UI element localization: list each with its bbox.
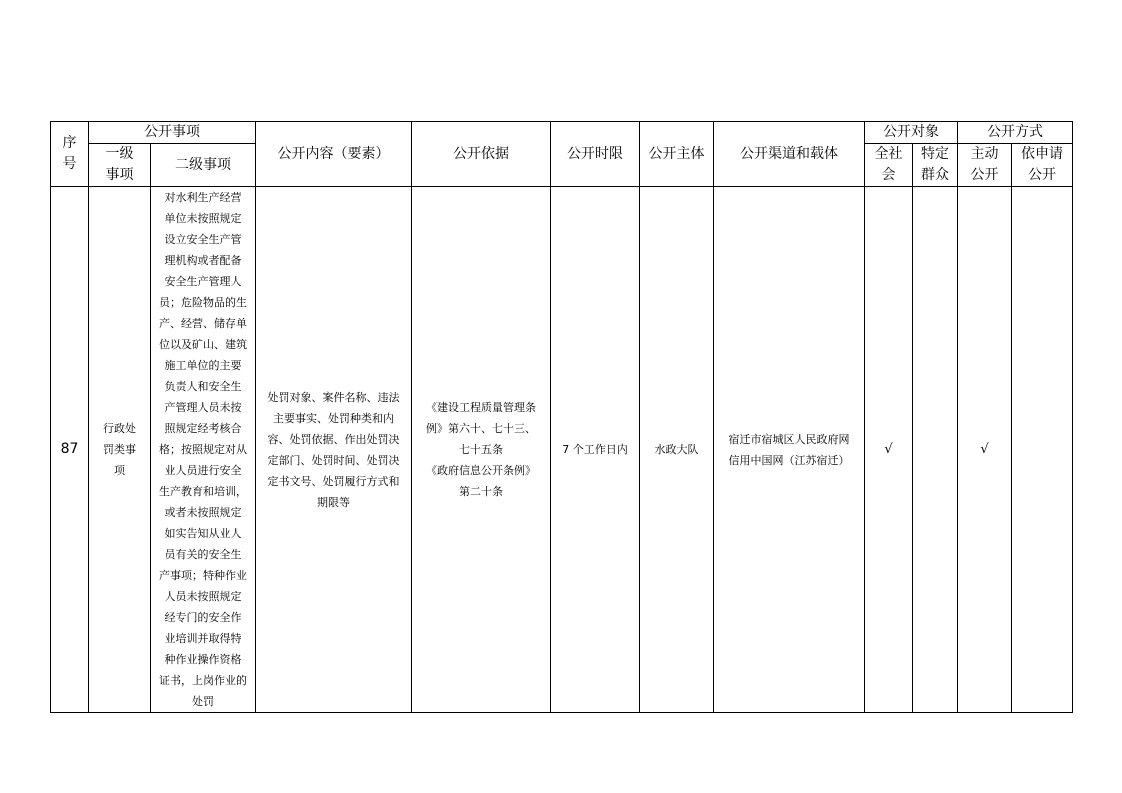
header-content: 公开内容（要素） xyxy=(256,122,412,187)
header-target-all xyxy=(865,144,913,187)
header-level2: 二级事项 xyxy=(151,144,256,187)
row-target-specific xyxy=(913,187,958,713)
header-target-specific-text: 特定 群众 xyxy=(921,146,949,183)
row-method-request xyxy=(1012,187,1073,713)
header-seq-text: 序 号 xyxy=(62,135,77,172)
header-target-all-text: 全社 会 xyxy=(874,146,903,183)
header-target: 公开对象 xyxy=(865,122,958,144)
row-basis-text: 《建设工程质量管理条 例》第六十、七十三、 七十五条 《政府信息公开条例》 第二十条 xyxy=(426,401,536,498)
header-target-specific xyxy=(913,144,958,187)
header-method: 公开方式 xyxy=(958,122,1073,144)
row-basis xyxy=(412,187,551,713)
header-basis: 公开依据 xyxy=(412,122,551,187)
header-method-request xyxy=(1012,144,1073,187)
disclosure-table xyxy=(50,121,1073,713)
header-level1-text: 一级 事项 xyxy=(105,146,134,183)
row-seq: 87 xyxy=(51,187,89,713)
row-subject: 水政大队 xyxy=(640,187,714,713)
header-method-request-text: 依申请 公开 xyxy=(1021,146,1063,183)
row-time-limit: 7 个工作日内 xyxy=(551,187,640,713)
row-level1 xyxy=(89,187,151,713)
header-level1 xyxy=(89,144,151,187)
row-level1-text: 行政处 罚类事 项 xyxy=(103,422,136,477)
header-channel: 公开渠道和载体 xyxy=(714,122,865,187)
header-time-limit: 公开时限 xyxy=(551,122,640,187)
row-method-active: √ xyxy=(958,187,1012,713)
header-method-active-text: 主动 公开 xyxy=(970,146,999,183)
row-level2-text: 对水利生产经营 单位未按照规定 设立安全生产管 理机构或者配备 安全生产管理人 员；危险物品的生 产、经营、储存单 位以及矿山、建筑 施工单位的主要 负责人和安全生 产管理人员未按 照规定经考核合 格；按照规定对从 业人员进行安全 生产教育和培训， 或者未按照规定 如实告知从业人 员有关的安全生 产事项；特种作业 人员未按照规定 经专门的安全作 业培训并取得特 种作业操作资格 证书，上岗作业的 处罚 xyxy=(159,191,247,708)
header-method-active xyxy=(958,144,1012,187)
row-channel xyxy=(714,187,865,713)
header-public-items: 公开事项 xyxy=(89,122,256,144)
row-content-text: 处罚对象、案件名称、违法 主要事实、处罚种类和内 容、处罚依据、作出处罚决 定部门、处罚时间、处罚决 定书文号、处罚履行方式和 期限等 xyxy=(267,390,400,509)
header-subject: 公开主体 xyxy=(640,122,714,187)
row-content xyxy=(256,187,412,713)
row-target-all: √ xyxy=(865,187,913,713)
row-channel-text: 宿迁市宿城区人民政府网 信用中国网（江苏宿迁） xyxy=(728,432,850,467)
header-seq xyxy=(51,122,89,187)
table-row xyxy=(51,187,1073,713)
row-level2 xyxy=(151,187,256,713)
